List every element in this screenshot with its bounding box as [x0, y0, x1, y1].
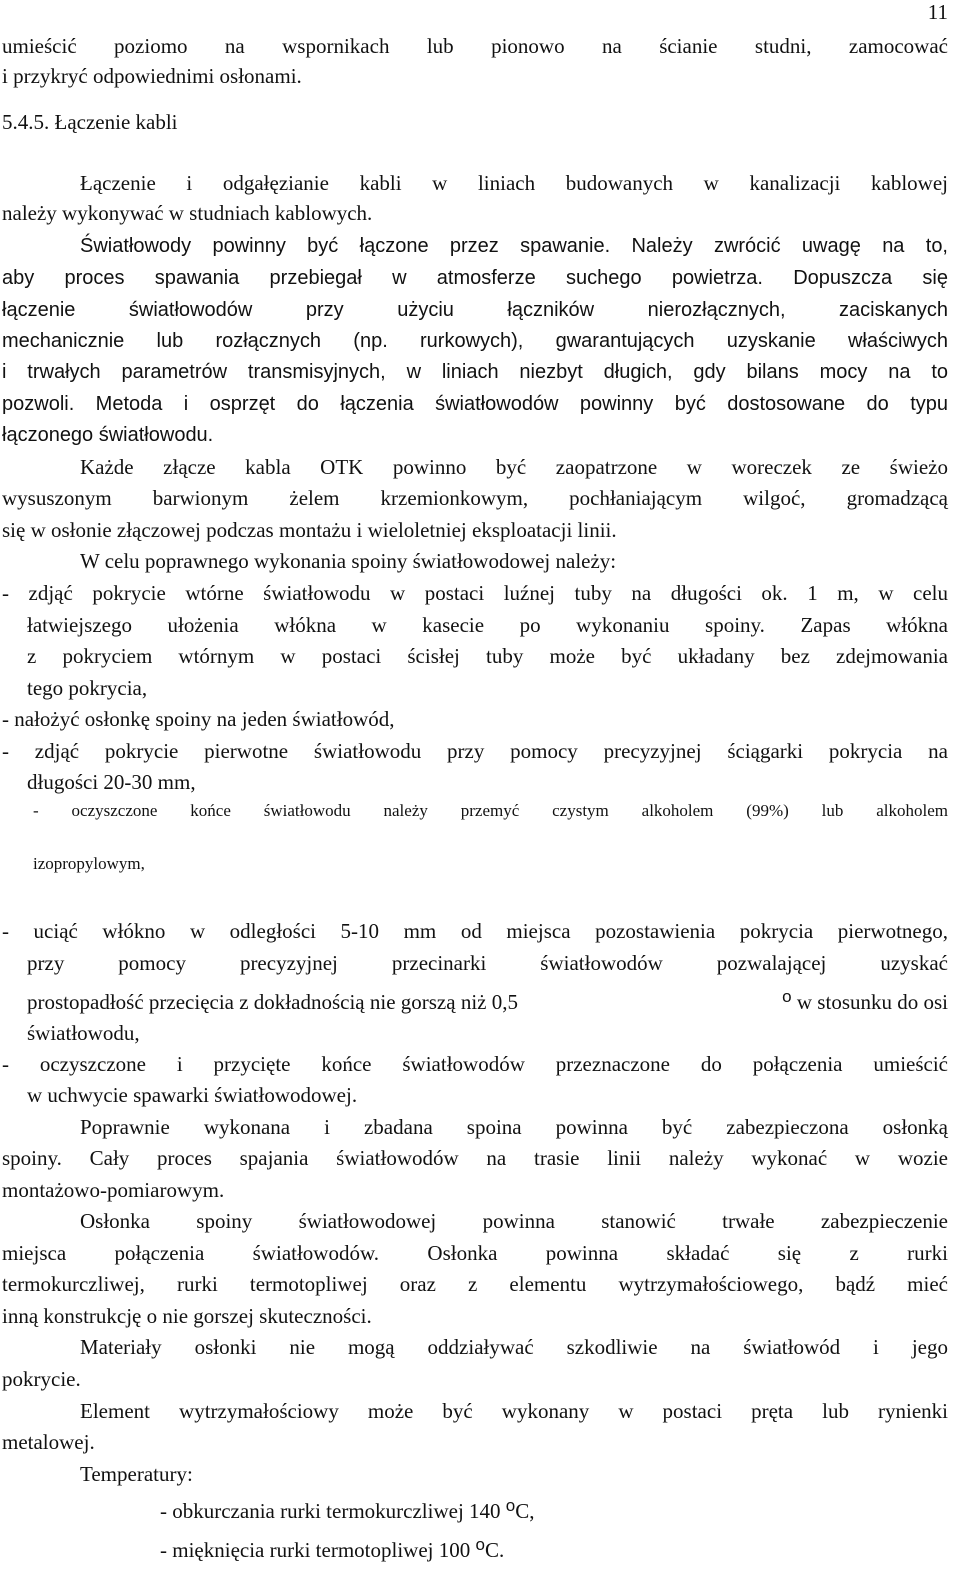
text-line: W celu poprawnego wykonania spoiny światłowodowej należy:: [80, 549, 617, 573]
text-line: spoiny. Cały proces spajania światłowodów na trasie linii należy wykonać w wozie: [2, 1146, 948, 1170]
text-line: łączenie światłowodów przy użyciu łączników nierozłącznych, zaciskanych: [2, 299, 948, 321]
text-line: umieścić poziomo na wspornikach lub pionowo na ścianie studni, zamocować: [2, 34, 948, 58]
list-item: [160, 1535, 948, 1565]
text-line: izopropylowym,: [33, 854, 145, 873]
text-line: łatwiejszego ułożenia włókna w kasecie po wykonaniu spoiny. Zapas włókna: [27, 613, 948, 637]
text-line: Materiały osłonki nie mogą oddziaływać szkodliwie na światłowód i jego: [80, 1335, 948, 1359]
text-line: Łączenie i odgałęzianie kabli w liniach budowanych w kanalizacji kablowej: [80, 171, 948, 195]
text-line: łączonego światłowodu.: [2, 424, 214, 446]
list-item: - nałożyć osłonkę spoiny na jeden światłowód,: [2, 707, 395, 731]
text-line: Element wytrzymałościowy może być wykonany w postaci pręta lub rynienki: [80, 1399, 948, 1423]
text-line: Temperatury:: [80, 1462, 193, 1486]
page-number: 11: [927, 0, 948, 24]
text-line: się w osłonie złączowej podczas montażu i wieloletniej eksploatacji linii.: [2, 518, 617, 542]
text-line: pozwoli. Metoda i osprzęt do łączenia światłowodów powinny być dostosowane do typu: [2, 393, 948, 415]
text-line: światłowodu,: [27, 1021, 140, 1045]
text-line: pokrycie.: [2, 1367, 81, 1391]
list-item: - oczyszczone i przycięte końce światłowodów przeznaczone do połączenia umieścić: [2, 1052, 948, 1076]
text-line: Poprawnie wykonana i zbadana spoina powinna być zabezpieczona osłonką: [80, 1115, 948, 1139]
text-line: należy wykonywać w studniach kablowych.: [2, 201, 373, 225]
text-line: termokurczliwej, rurki termotopliwej oraz z elementu wytrzymałościowego, bądź mieć: [2, 1272, 948, 1296]
text-line: wysuszonym barwionym żelem krzemionkowym, pochłaniającym wilgoć, gromadzącą: [2, 486, 948, 510]
list-item: - zdjąć pokrycie wtórne światłowodu w postaci luźnej tuby na długości ok. 1 m, w celu: [2, 581, 948, 605]
list-item: - uciąć włókno w odległości 5-10 mm od miejsca pozostawienia pokrycia pierwotnego,: [2, 919, 948, 943]
text-line: mechanicznie lub rozłącznych (np. rurkowych), gwarantujących uzyskanie właściwych: [2, 330, 948, 352]
text-line: miejsca połączenia światłowodów. Osłonka powinna składać się z rurki: [2, 1241, 948, 1265]
text-fragment: - mięknięcia rurki termotopliwej 100: [160, 1538, 476, 1562]
list-item: - zdjąć pokrycie pierwotne światłowodu przy pomocy precyzyjnej ściągarki pokrycia na: [2, 739, 948, 763]
degree-symbol: o: [782, 987, 792, 1006]
text-line: i przykryć odpowiednimi osłonami.: [2, 64, 302, 88]
text-line: montażowo-pomiarowym.: [2, 1178, 225, 1202]
text-line: długości 20-30 mm,: [27, 770, 196, 794]
text-line: metalowej.: [2, 1430, 95, 1454]
text-fragment: C,: [515, 1499, 535, 1523]
text-fragment: - obkurczania rurki termokurczliwej 140: [160, 1499, 506, 1523]
section-heading: 5.4.5. Łączenie kabli: [2, 110, 178, 134]
text-line: Każde złącze kabla OTK powinno być zaopatrzone w woreczek ze świeżo: [80, 455, 948, 479]
text-line: przy pomocy precyzyjnej przecinarki światłowodów pozwalającej uzyskać: [27, 951, 948, 975]
text-line: tego pokrycia,: [27, 676, 148, 700]
text-fragment: C.: [484, 1538, 505, 1562]
text-line: Osłonka spoiny światłowodowej powinna stanowić trwałe zabezpieczenie: [80, 1209, 948, 1233]
text-line: i trwałych parametrów transmisyjnych, w liniach niezbyt długich, gdy bilans mocy na to: [2, 361, 948, 383]
list-item: - oczyszczone końce światłowodu należy przemyć czystym alkoholem (99%) lub alkoholem: [33, 801, 948, 820]
degree-symbol: o: [475, 1535, 485, 1554]
list-item: [160, 1496, 948, 1526]
text-line: Światłowody powinny być łączone przez spawanie. Należy zwrócić uwagę na to,: [80, 235, 948, 257]
text-line: z pokryciem wtórnym w postaci ścisłej tuby może być układany bez zdejmowania: [27, 644, 948, 668]
text-fragment: [782, 987, 948, 1017]
text-fragment: w stosunku do osi: [791, 990, 948, 1014]
text-line: inną konstrukcję o nie gorszej skuteczności.: [2, 1304, 372, 1328]
text-line: w uchwycie spawarki światłowodowej.: [27, 1083, 358, 1107]
text-line: [27, 987, 948, 1017]
degree-symbol: o: [505, 1496, 516, 1515]
text-line: aby proces spawania przebiegał w atmosferze suchego powietrza. Dopuszcza się: [2, 267, 948, 289]
text-fragment: prostopadłość przecięcia z dokładnością nie gorszą niż 0,5: [27, 990, 518, 1014]
